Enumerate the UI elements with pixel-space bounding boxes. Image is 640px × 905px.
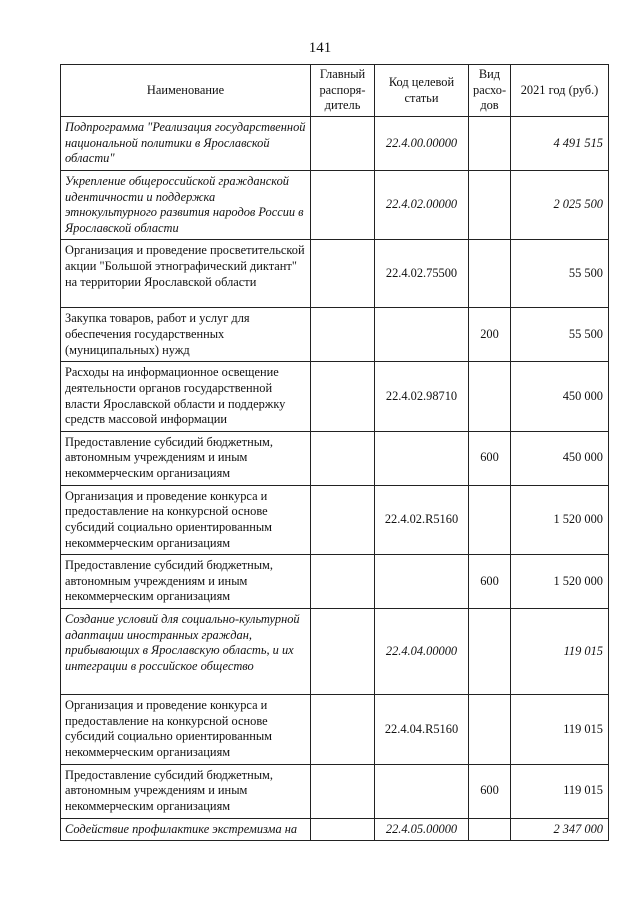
- row-code: 22.4.02.98710: [375, 362, 469, 431]
- row-name: Расходы на информационное освещение деятельности органов государственной власти Ярославской области и поддержку средств массовой информации: [61, 362, 311, 431]
- row-name: Закупка товаров, работ и услуг для обеспечения государственных (муниципальных) нужд: [61, 308, 311, 362]
- row-amount: 119 015: [511, 609, 609, 695]
- row-amount: 119 015: [511, 695, 609, 764]
- row-amount: 2 025 500: [511, 171, 609, 240]
- table-row: [61, 764, 609, 818]
- table-row: [61, 431, 609, 485]
- row-code: [375, 431, 469, 485]
- row-name: Предоставление субсидий бюджетным, автономным учреждениям и иным некоммерческим организациям: [61, 431, 311, 485]
- row-amount: 1 520 000: [511, 555, 609, 609]
- row-name: Укрепление общероссийской гражданской идентичности и поддержка этнокультурного развития народов России в Ярославской области: [61, 171, 311, 240]
- row-name: Подпрограмма "Реализация государственной национальной политики в Ярославской области": [61, 117, 311, 171]
- header-type: Вид расхо-дов: [469, 65, 511, 117]
- row-amount: 2 347 000: [511, 818, 609, 841]
- row-expense-type: 600: [469, 555, 511, 609]
- row-expense-type: 600: [469, 431, 511, 485]
- row-name: Предоставление субсидий бюджетным, автономным учреждениям и иным некоммерческим организациям: [61, 764, 311, 818]
- row-name: Организация и проведение конкурса и предоставление на конкурсной основе субсидий социально ориентированным некоммерческим организациям: [61, 695, 311, 764]
- table-row: [61, 485, 609, 554]
- table-row: [61, 362, 609, 431]
- row-expense-type: [469, 818, 511, 841]
- table-row: [61, 555, 609, 609]
- row-manager: [311, 431, 375, 485]
- row-amount: 55 500: [511, 308, 609, 362]
- table-row: [61, 609, 609, 695]
- row-manager: [311, 171, 375, 240]
- row-amount: 1 520 000: [511, 485, 609, 554]
- row-expense-type: 200: [469, 308, 511, 362]
- row-expense-type: 600: [469, 764, 511, 818]
- table-row: [61, 240, 609, 308]
- row-expense-type: [469, 485, 511, 554]
- header-name: Наименование: [61, 65, 311, 117]
- row-code: [375, 308, 469, 362]
- header-year: 2021 год (руб.): [511, 65, 609, 117]
- row-amount: 450 000: [511, 362, 609, 431]
- row-manager: [311, 308, 375, 362]
- row-amount: 450 000: [511, 431, 609, 485]
- row-code: [375, 555, 469, 609]
- row-manager: [311, 764, 375, 818]
- row-expense-type: [469, 362, 511, 431]
- header-code: Код целевой статьи: [375, 65, 469, 117]
- row-expense-type: [469, 695, 511, 764]
- table-row: [61, 308, 609, 362]
- table-header-row: [61, 65, 609, 117]
- row-expense-type: [469, 240, 511, 308]
- row-code: [375, 764, 469, 818]
- row-manager: [311, 555, 375, 609]
- row-manager: [311, 485, 375, 554]
- row-manager: [311, 818, 375, 841]
- budget-table: [60, 64, 609, 841]
- table-row: [61, 171, 609, 240]
- row-name: Содействие профилактике экстремизма на: [61, 818, 311, 841]
- row-code: 22.4.05.00000: [375, 818, 469, 841]
- row-name: Организация и проведение конкурса и предоставление на конкурсной основе субсидий социально ориентированным некоммерческим организациям: [61, 485, 311, 554]
- row-expense-type: [469, 609, 511, 695]
- row-code: 22.4.04.R5160: [375, 695, 469, 764]
- table-row: [61, 695, 609, 764]
- row-name: Организация и проведение просветительской акции "Большой этнографический диктант" на территории Ярославской области: [61, 240, 311, 308]
- row-expense-type: [469, 171, 511, 240]
- row-code: 22.4.00.00000: [375, 117, 469, 171]
- table-row: [61, 117, 609, 171]
- row-code: 22.4.02.75500: [375, 240, 469, 308]
- row-expense-type: [469, 117, 511, 171]
- row-manager: [311, 240, 375, 308]
- row-code: 22.4.04.00000: [375, 609, 469, 695]
- row-code: 22.4.02.00000: [375, 171, 469, 240]
- row-name: Создание условий для социально-культурной адаптации иностранных граждан, прибывающих в Ярославскую область, и их интеграции в российское общество: [61, 609, 311, 695]
- page-number: 141: [308, 40, 332, 56]
- row-amount: 4 491 515: [511, 117, 609, 171]
- header-manager: Главный распоря-дитель: [311, 65, 375, 117]
- row-amount: 119 015: [511, 764, 609, 818]
- row-manager: [311, 609, 375, 695]
- row-manager: [311, 362, 375, 431]
- row-manager: [311, 117, 375, 171]
- table-row: [61, 818, 609, 841]
- row-code: 22.4.02.R5160: [375, 485, 469, 554]
- row-name: Предоставление субсидий бюджетным, автономным учреждениям и иным некоммерческим организациям: [61, 555, 311, 609]
- row-amount: 55 500: [511, 240, 609, 308]
- row-manager: [311, 695, 375, 764]
